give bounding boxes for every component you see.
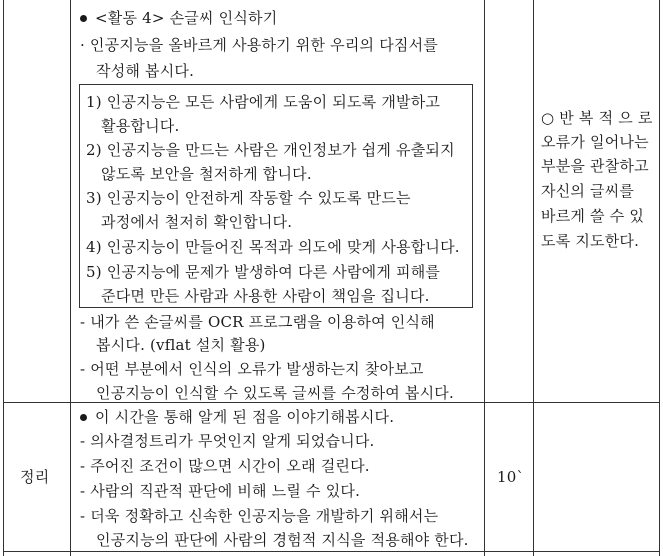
table-border-left xyxy=(3,0,4,556)
pledge-line: 활용합니다. xyxy=(101,117,180,135)
summary-time: 10` xyxy=(497,468,525,486)
error-instruction-line-1: - 어떤 부분에서 인식의 오류가 발생하는지 찾아보고 xyxy=(80,360,424,378)
error-instruction-line-2: 인공지능이 인식할 수 있도록 글씨를 수정하여 봅시다. xyxy=(96,384,454,402)
pledge-line: 5) 인공지능에 문제가 발생하여 다른 사람에게 피해를 xyxy=(86,263,441,281)
teacher-note-line: 바르게 쓸 수 있 xyxy=(541,207,645,225)
summary-line: - 주어진 조건이 많으면 시간이 오래 걸린다. xyxy=(80,457,370,475)
column-divider-1 xyxy=(70,0,71,556)
teacher-note-line: 도록 지도한다. xyxy=(541,232,640,250)
summary-line: - 사람의 직관적 판단에 비해 느릴 수 있다. xyxy=(80,482,361,500)
table-border-right xyxy=(659,0,660,556)
summary-line: 인공지능의 판단에 사람의 경험적 지식을 적용해야 한다. xyxy=(96,531,469,549)
bullet-icon xyxy=(80,414,87,421)
pledge-line: 3) 인공지능이 안전하게 작동할 수 있도록 만드는 xyxy=(86,189,411,207)
row-divider xyxy=(3,402,660,403)
teacher-note-line: 자신의 글씨를 xyxy=(541,182,635,200)
intro-line-1: · 인공지능을 올바르게 사용하기 위한 우리의 다짐서를 xyxy=(80,36,438,54)
teacher-note-line: 부분을 관찰하고 xyxy=(541,157,649,175)
ocr-instruction-line-1: - 내가 쓴 손글씨를 OCR 프로그램을 이용하여 인식해 xyxy=(80,313,435,331)
pledge-line: 준다면 만든 사람과 사용한 사람이 책임을 집니다. xyxy=(101,287,430,305)
summary-line-1 xyxy=(80,408,394,426)
teacher-note-line: 오류가 일어나는 xyxy=(541,133,649,151)
pledge-line: 않도록 보안을 철저하게 합니다. xyxy=(101,165,312,183)
pledge-line: 4) 인공지능이 만들어진 목적과 의도에 맞게 사용합니다. xyxy=(86,238,460,256)
bullet-icon xyxy=(80,15,87,22)
summary-line: - 의사결정트리가 무엇인지 알게 되었습니다. xyxy=(80,432,375,450)
summary-line-1-text: 이 시간을 통해 알게 된 점을 이야기해봅시다. xyxy=(95,408,395,426)
activity-title xyxy=(80,9,277,27)
teacher-note-line: ○ 반 복 적 으 로 xyxy=(541,109,653,127)
column-divider-3 xyxy=(533,0,534,556)
pledge-line: 2) 인공지능을 만드는 사람은 개인정보가 쉽게 유출되지 xyxy=(86,141,455,159)
summary-label: 정리 xyxy=(20,468,50,486)
activity-title-text: <활동 4> 손글씨 인식하기 xyxy=(95,9,278,27)
ocr-instruction-line-2: 봅시다. (vflat 설치 활용) xyxy=(96,336,266,354)
summary-line: - 더욱 정확하고 신속한 인공지능을 개발하기 위해서는 xyxy=(80,507,439,525)
column-divider-2 xyxy=(484,0,485,556)
pledge-line: 1) 인공지능은 모든 사람에게 도움이 되도록 개발하고 xyxy=(86,93,441,111)
pledge-line: 과정에서 철저히 확인합니다. xyxy=(101,213,293,231)
intro-line-2: 작성해 봅시다. xyxy=(96,62,195,80)
table-border-bottom xyxy=(3,551,660,552)
